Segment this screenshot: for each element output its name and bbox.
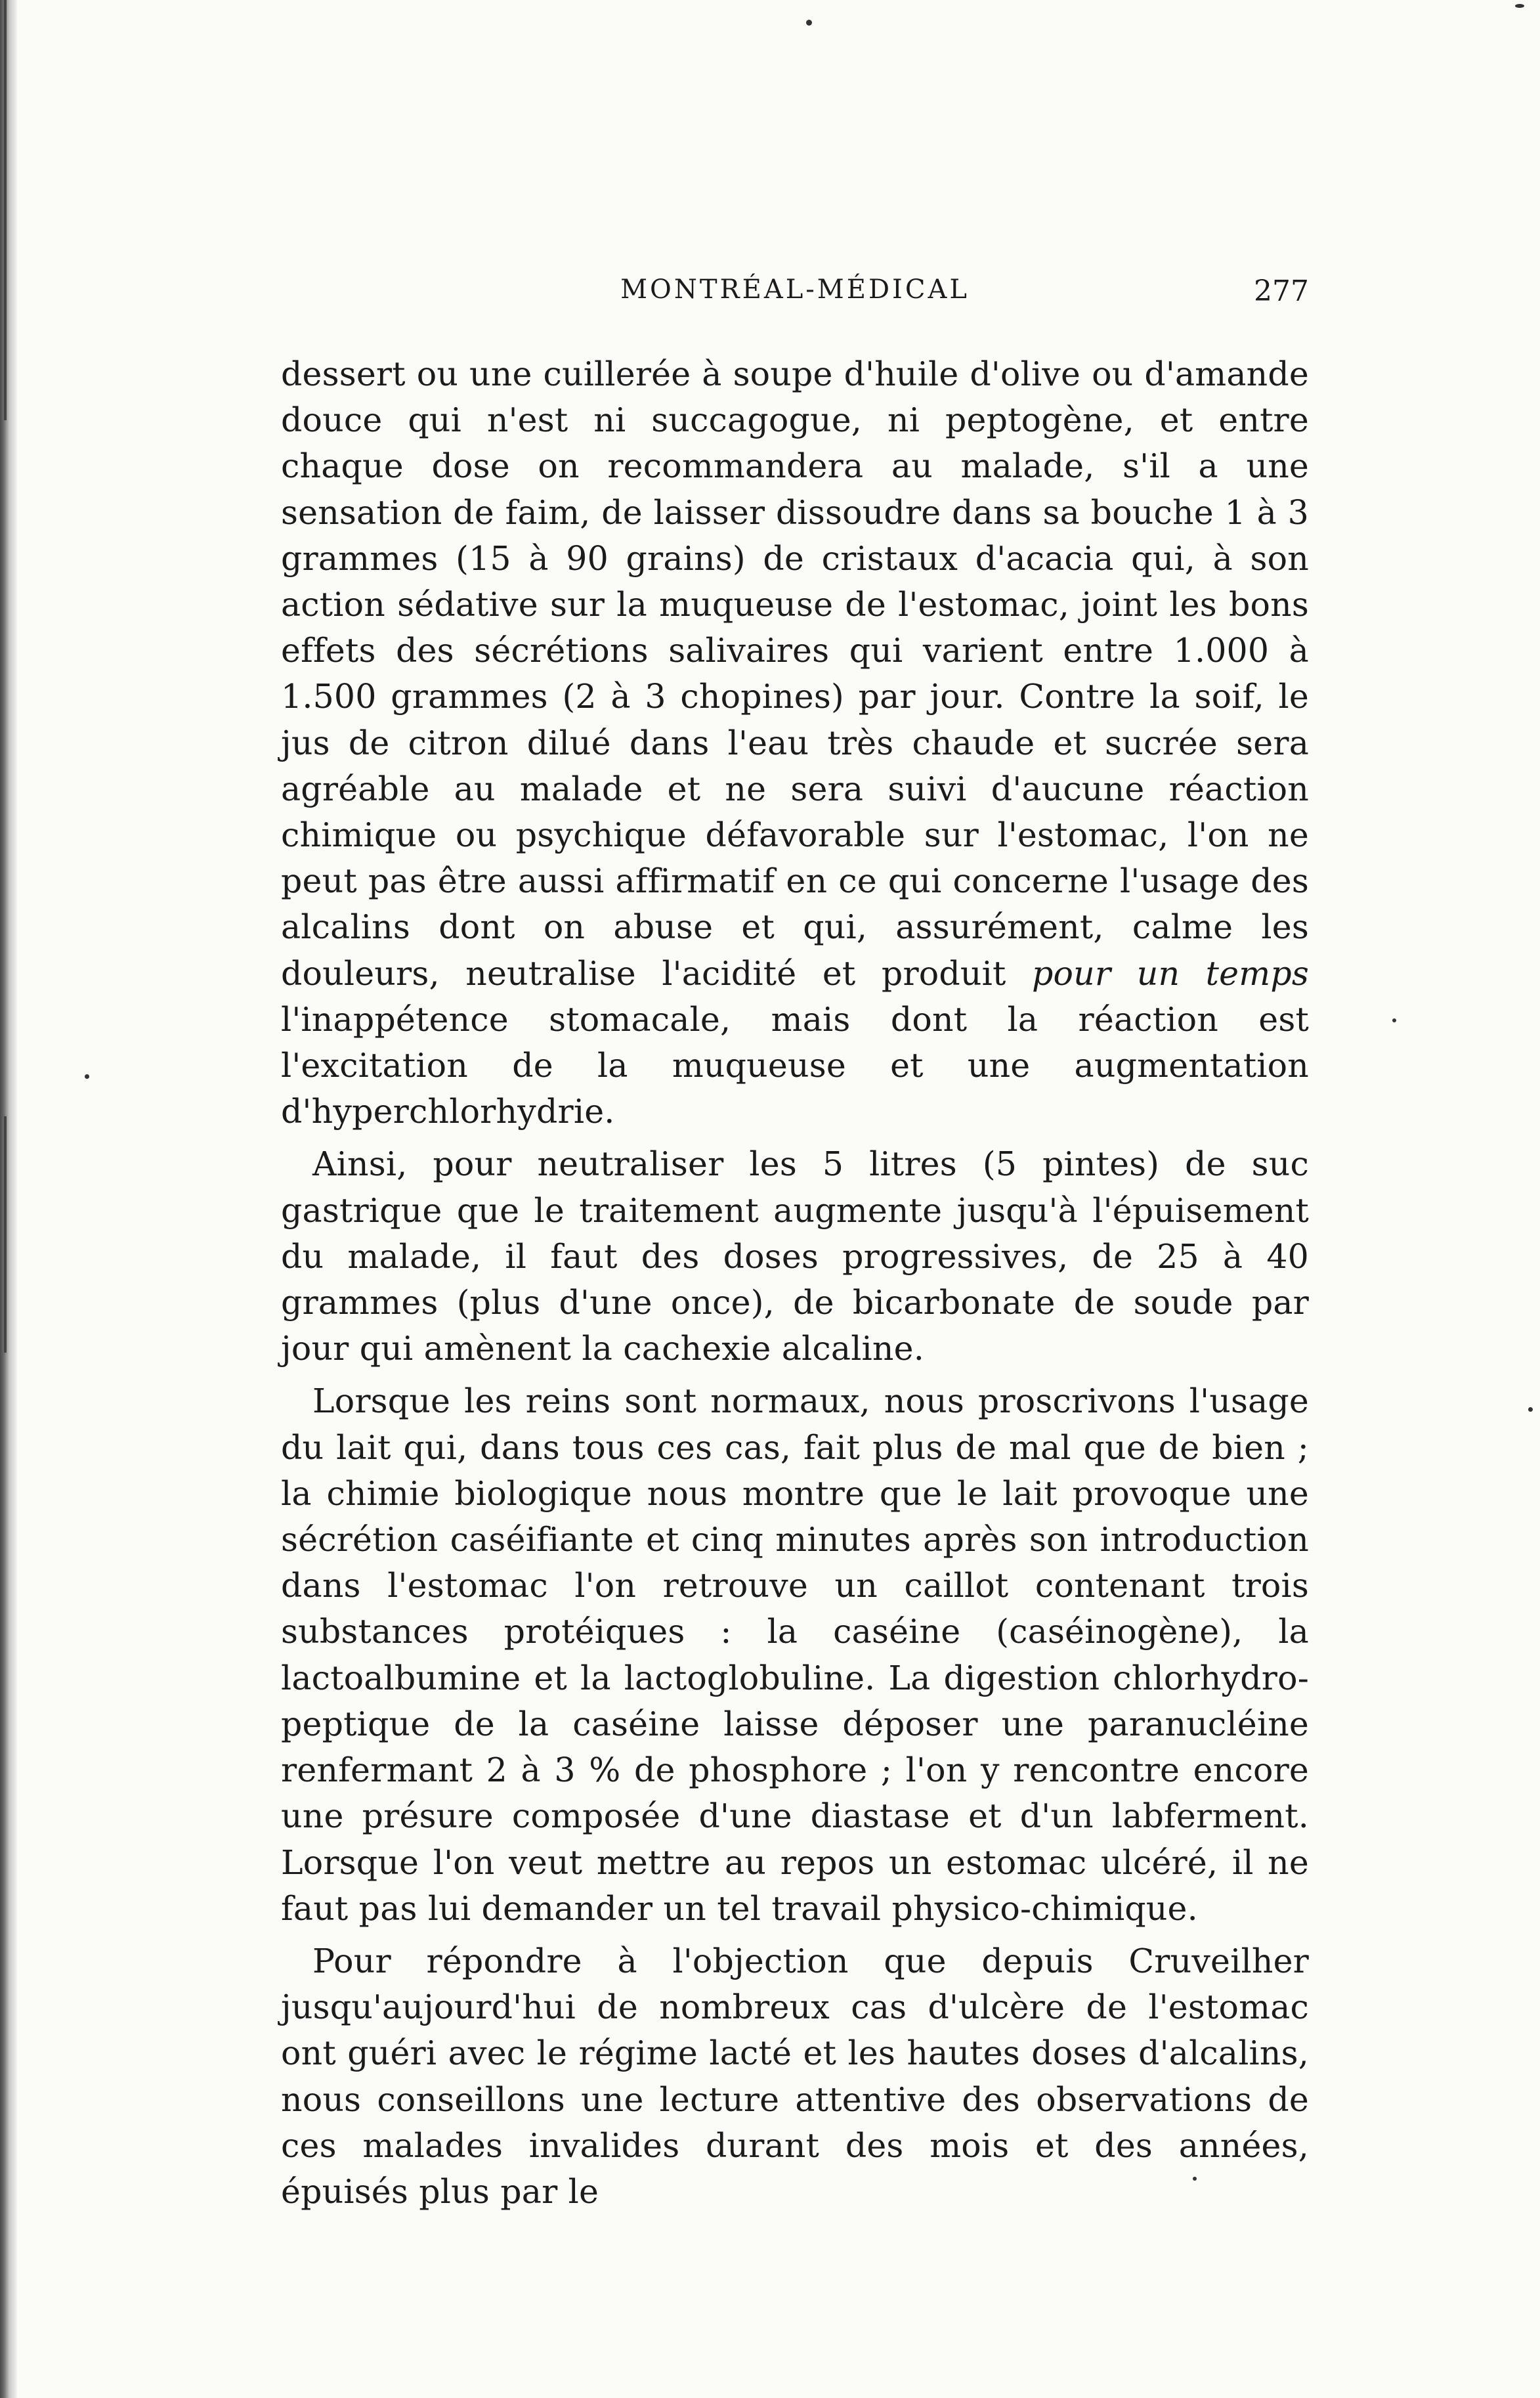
paragraph: Pour répondre à l'objection que depuis Cruveilher jusqu'aujourd'hui de nombreux cas d'ulcère de l'estomac ont guéri avec le régime lacté et les hautes doses d'alcalins, nous conseillons une lecture attentive des observations de ces malades invalides durant des mois et des années, épuisés plus par le xyxy=(281,1941,1309,2211)
ink-speck xyxy=(806,20,812,26)
body-text xyxy=(281,351,1309,2221)
binding-mark xyxy=(4,0,7,420)
paragraph: Ainsi, pour neutraliser les 5 litres (5 pintes) de suc gastrique que le traitement augmente jusqu'à l'épuisement du malade, il faut des doses progressives, de 25 à 40 grammes (plus d'une once), de bicarbonate de soude par jour qui amènent la cachexie alcaline. xyxy=(281,1144,1309,1368)
ink-speck xyxy=(85,1074,89,1079)
journal-title: MONTRÉAL-MÉDICAL xyxy=(620,274,970,305)
binding-mark xyxy=(4,1116,7,1353)
ink-speck xyxy=(1392,1018,1396,1022)
paragraph xyxy=(281,351,1309,1135)
paragraph-text: l'inappétence stomacale, mais dont la réaction est l'excitation de la muqueuse et une augmentation d'hyperchlorhydrie. xyxy=(281,999,1309,1131)
italic-phrase: pour un temps xyxy=(1032,953,1309,993)
running-head xyxy=(281,274,1309,314)
paragraph-text: dessert ou une cuillerée à soupe d'huile d'olive ou d'amande douce qui n'est ni succagogue, ni peptogène, et entre chaque dose on recommandera au malade, s'il a une sensation de faim, de laisser dissoudre dans sa bouche 1 à 3 grammes (15 à 90 grains) de cristaux d'acacia qui, à son action sédative sur la muqueuse de l'estomac, joint les bons effets des sécrétions salivaires qui varient entre 1.000 à 1.500 grammes (2 à 3 chopines) par jour. Contre la soif, le jus de citron dilué dans l'eau très chaude et sucrée sera agréable au malade et ne sera suivi d'aucune réaction chimique ou psychique défavorable sur l'estomac, l'on ne peut pas être aussi affirmatif en ce qui concerne l'usage des alcalins dont on abuse et qui, assurément, calme les douleurs, neutralise l'acidité et produit xyxy=(281,355,1309,993)
page-number: 277 xyxy=(1254,274,1309,308)
ink-speck xyxy=(1528,1407,1533,1412)
ink-speck xyxy=(1515,4,1524,8)
binding-edge xyxy=(0,0,17,2398)
paragraph: Lorsque les reins sont normaux, nous proscrivons l'usage du lait qui, dans tous ces cas, fait plus de mal que de bien ; la chimie biologique nous montre que le lait provoque une sécrétion caséifiante et cinq minutes après son introduction dans l'estomac l'on retrouve un caillot contenant trois substances protéiques : la caséine (caséinogène), la lactoalbumine et la lactoglobuline. La digestion chlorhydro-peptique de la caséine laisse déposer une paranucléine renfermant 2 à 3 % de phosphore ; l'on y rencontre encore une présure composée d'une diastase et d'un labferment. Lorsque l'on veut mettre au repos un estomac ulcéré, il ne faut pas lui demander un tel travail physico-chimique. xyxy=(281,1382,1309,1928)
